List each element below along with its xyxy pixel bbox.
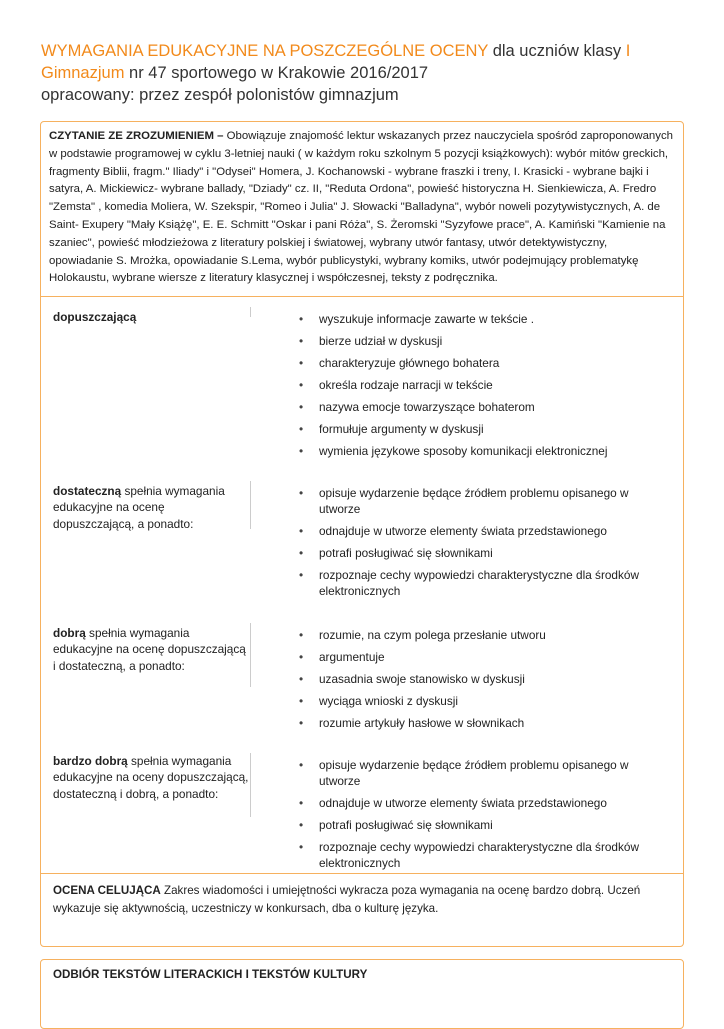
list-item: • rozumie artykuły hasłowe w słownikach [299, 715, 669, 731]
grade-name: dobrą [53, 626, 86, 641]
list-item: • potrafi posługiwać się słownikami [299, 817, 669, 833]
grade-label [41, 483, 249, 611]
list-item: • opisuje wydarzenie będące źródłem problemu opisanego w utworze [299, 485, 669, 518]
intro-title: CZYTANIE ZE ZROZUMIENIEM – [49, 130, 224, 142]
grade-row [41, 611, 683, 753]
celujaca-text: Zakres wiadomości i umiejętności wykracza poza wymagania na ocenę bardzo dobrą. Uczeń wykazuje się aktywnością, uczestniczy w konkursach, dba o kulturę języka. [53, 884, 641, 916]
list-item: • określa rodzaje narracji w tekście [299, 377, 669, 393]
list-item: • odnajduje w utworze elementy świata przedstawionego [299, 523, 669, 539]
grade-row [41, 297, 683, 481]
list-item: • argumentuje [299, 649, 669, 665]
list-item: • wymienia językowe sposoby komunikacji elektronicznej [299, 443, 669, 459]
grade-items [299, 485, 669, 605]
section-title: ODBIÓR TEKSTÓW LITERACKICH I TEKSTÓW KULTURY [53, 968, 368, 981]
header-line-2 [41, 62, 691, 84]
requirements-table [40, 121, 684, 947]
grade-row [41, 481, 683, 611]
list-item: • formułuje argumenty w dyskusji [299, 421, 669, 437]
grade-items [299, 311, 669, 464]
header-title: WYMAGANIA EDUKACYJNE NA POSZCZEGÓLNE OCENY [41, 42, 489, 60]
column-divider [250, 753, 251, 817]
list-item: • bierze udział w dyskusji [299, 333, 669, 349]
list-item: • wyszukuje informacje zawarte w tekście . [299, 311, 669, 327]
intro-text: Obowiązuje znajomość lektur wskazanych przez nauczyciela spośród zaproponowanych w podstawie programowej w cyklu 3-letniej nauki ( w każdym roku szkolnym 5 pozycji książkowych): wybór mitów greckich, fragmenty Biblii, fragm." Iliady" i "Odysei" Homera, J. Kochanowski - wybrane fraszki i treny, I. Krasicki - wybrane bajki i satyra, A. Mickiewicz- wybrane ballady, "Dziady" cz. II, "Reduta Ordona", powieść historyczna H. Sienkiewicza, A. Fredro "Zemsta" , komedia Moliera, W. Szekspir, "Romeo i Julia" J. Słowacki "Balladyna", wybór noweli pozytywistycznych, A. de Saint- Exupery "Mały Książę", E. E. Schmitt "Oskar i pani Róża", S. Żeromski "Syzyfowe prace", A. Kamiński "Kamienie na szaniec", powieść młodzieżowa z literatury polskiej i światowej, wybrany utwór fantasy, utwór detektywistyczny, opowiadanie S. Mrożka, opowiadanie S.Lema, wybór publicystyki, wybrany komiks, utwór podejmujący problematykę Holokaustu, wybrane wiersze z literatury klasycznej i współczesnej, teksty z podręcznika. [49, 130, 673, 285]
column-divider [250, 481, 251, 529]
list-item: • rozpoznaje cechy wypowiedzi charakterystyczne dla środków elektronicznych [299, 567, 669, 600]
list-item: • rozumie, na czym polega przesłanie utworu [299, 627, 669, 643]
column-divider [250, 307, 251, 317]
list-item: • opisuje wydarzenie będące źródłem problemu opisanego w utworze [299, 757, 669, 790]
grade-desc: spełnia wymagania edukacyjne na oceny dopuszczającą, dostateczną i dobrą, a ponadto: [53, 754, 249, 801]
grade-label [41, 309, 249, 481]
header-line-1 [41, 40, 691, 62]
list-item: • wyciąga wnioski z dyskusji [299, 693, 669, 709]
celujaca-section [41, 873, 683, 926]
celujaca-title: OCENA CELUJĄCA [53, 884, 161, 898]
grade-name: dopuszczającą [53, 310, 137, 325]
list-item: • potrafi posługiwać się słownikami [299, 545, 669, 561]
column-divider [250, 623, 251, 687]
grade-desc: spełnia wymagania edukacyjne na ocenę dopuszczającą, a ponadto: [53, 484, 225, 531]
grade-label [41, 753, 249, 873]
header-school: nr 47 sportowego w Krakowie 2016/2017 [124, 64, 429, 82]
grade-row [41, 753, 683, 873]
intro-section [41, 122, 683, 297]
list-item: • odnajduje w utworze elementy świata przedstawionego [299, 795, 669, 811]
header-class: I [625, 42, 631, 60]
grade-name: bardzo dobrą [53, 754, 128, 769]
header-line-3: opracowany: przez zespół polonistów gimnazjum [41, 86, 399, 104]
grade-label [41, 625, 249, 753]
grade-name: dostateczną [53, 484, 122, 499]
header-subtitle: dla uczniów klasy [488, 42, 626, 60]
grade-items [299, 627, 669, 736]
section-box [40, 959, 684, 1029]
document-header [41, 40, 691, 106]
list-item: • charakteryzuje głównego bohatera [299, 355, 669, 371]
header-school-type: Gimnazjum [41, 64, 125, 82]
list-item: • uzasadnia swoje stanowisko w dyskusji [299, 671, 669, 687]
list-item: • nazywa emocje towarzyszące bohaterom [299, 399, 669, 415]
list-item: • rozpoznaje cechy wypowiedzi charakterystyczne dla środków elektronicznych [299, 839, 669, 872]
grade-desc: spełnia wymagania edukacyjne na ocenę dopuszczającą i dostateczną, a ponadto: [53, 626, 246, 673]
grade-items [299, 757, 669, 877]
